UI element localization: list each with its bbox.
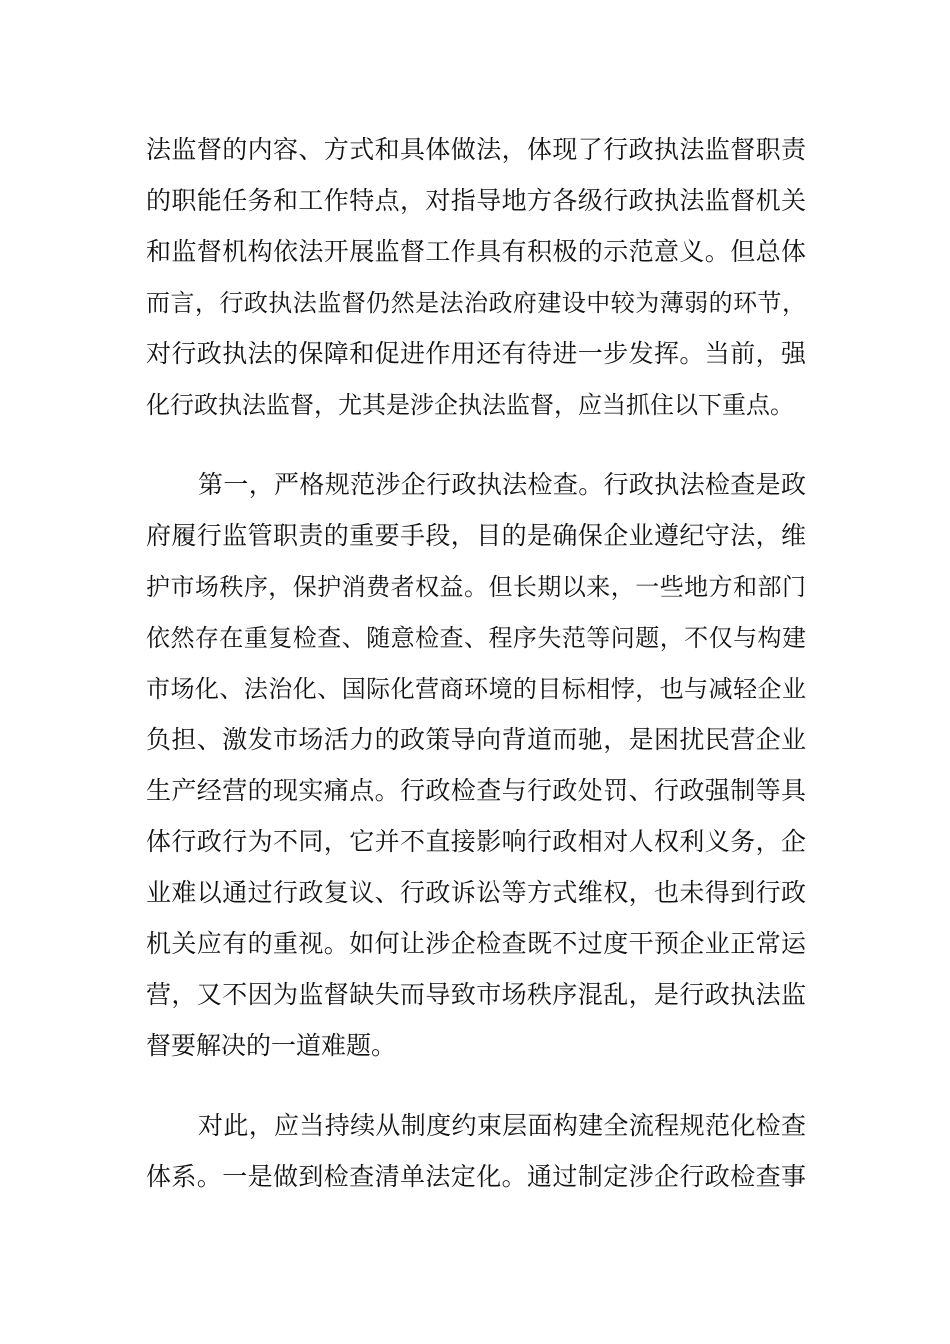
text-line: 依然存在重复检查、随意检查、程序失范等问题，不仅与构建 — [146, 624, 806, 652]
text-line: 机关应有的重视。如何让涉企检查既不过度干预企业正常运 — [146, 929, 806, 958]
text-line: 法监督的内容、方式和具体做法，体现了行政执法监督职责 — [146, 135, 806, 164]
text-line: 而言，行政执法监督仍然是法治政府建设中较为薄弱的环节， — [146, 289, 806, 317]
text-line: 护市场秩序，保护消费者权益。但长期以来，一些地方和部门 — [146, 573, 806, 601]
text-line: 督要解决的一道难题。 — [146, 1031, 397, 1060]
text-line: 第一，严格规范涉企行政执法检查。行政执法检查是政 — [198, 470, 806, 499]
text-line: 营，又不因为监督缺失而导致市场秩序混乱，是行政执法监 — [146, 980, 806, 1009]
text-line: 对此，应当持续从制度约束层面构建全流程规范化检查 — [198, 1111, 806, 1140]
text-line: 负担、激发市场活力的政策导向背道而驰，是困扰民营企业 — [146, 725, 806, 754]
text-line: 化行政执法监督，尤其是涉企执法监督，应当抓住以下重点。 — [146, 391, 794, 419]
text-line: 对行政执法的保障和促进作用还有待进一步发挥。当前，强 — [146, 339, 806, 368]
text-line: 府履行监管职责的重要手段，目的是确保企业遵纪守法，维 — [146, 521, 806, 550]
text-line: 和监督机构依法开展监督工作具有积极的示范意义。但总体 — [146, 237, 806, 266]
text-line: 业难以通过行政复议、行政诉讼等方式维权，也未得到行政 — [146, 878, 806, 907]
text-line: 体行政行为不同，它并不直接影响行政相对人权利义务，企 — [146, 827, 806, 856]
text-line: 生产经营的现实痛点。行政检查与行政处罚、行政强制等具 — [146, 776, 806, 805]
text-line: 体系。一是做到检查清单法定化。通过制定涉企行政检查事 — [146, 1162, 806, 1191]
text-line: 的职能任务和工作特点，对指导地方各级行政执法监督机关 — [146, 186, 806, 215]
text-line: 市场化、法治化、国际化营商环境的目标相悖，也与减轻企业 — [146, 675, 806, 703]
